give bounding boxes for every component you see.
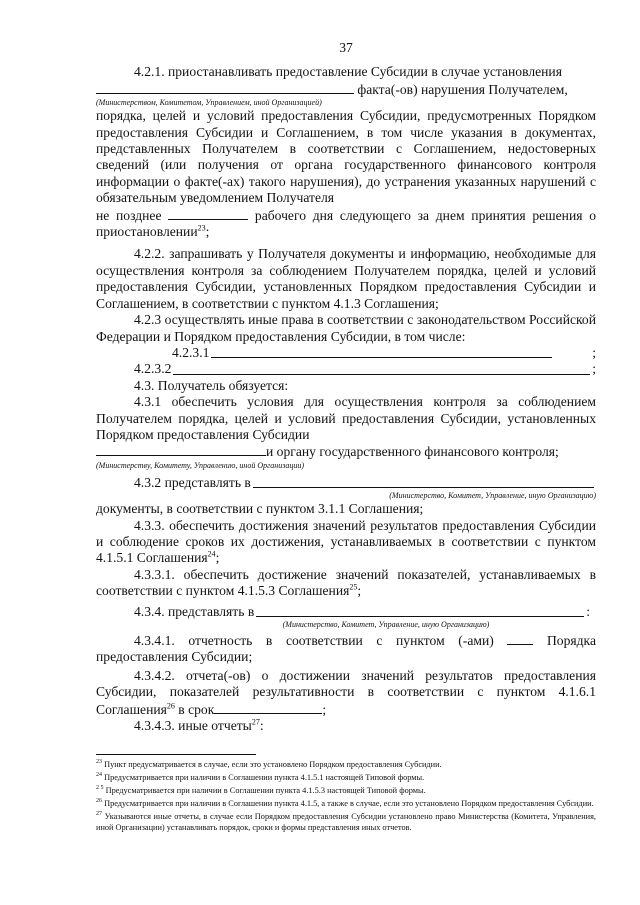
footnote-ref: 27 <box>251 717 260 727</box>
caption-org-instrumental: (Министерством, Комитетом, Управлением, иной Организацией) <box>96 98 322 108</box>
clause-4-3-1-end: и органу государственного финансового контроля; <box>96 443 596 460</box>
caption-org-dative: (Министерству, Комитету, Управлению, иной Организации) <box>96 460 304 470</box>
blank-line <box>211 345 552 358</box>
blank-line <box>507 632 533 645</box>
footnote-ref: 25 <box>349 582 358 592</box>
clause-4-2-1-body: порядка, целей и условий предоставления Субсидии, предусмотренных Порядком предоставления Субсидии и Соглашением, в том числе указания в документах, представленных Получателем в соответствии с Соглашением, недостоверных сведений (или получения от органа государственного финансового контроля информации о факте(-ах) такого нарушения), до устранения указанных нарушений с обязательным уведомлением Получателя <box>96 108 596 206</box>
blank-line <box>168 207 248 220</box>
footnote-ref: 26 <box>166 701 175 711</box>
footnote-number: 2 5 <box>96 785 104 792</box>
footnote-number: 26 <box>96 798 102 805</box>
footnote-item <box>96 785 596 796</box>
footnote-text: Указываются иные отчеты, в случае если Порядком предоставления Субсидии установлено право Министерства (Комитета, Управления, иной Организации) устанавливать порядок, сроки и формы представления иных отчетов. <box>96 812 596 833</box>
clause-4-2-3: 4.2.3 осуществлять иные права в соответствии с законодательством Российской Федерации и Порядком предоставления Субсидии, в том числе: <box>96 312 596 344</box>
footnote-text: Пункт предусматривается в случае, если это установлено Порядком предоставления Субсидии. <box>104 760 442 770</box>
footnote-item <box>96 772 596 783</box>
clause-4-3-3: 4.3.3. обеспечить достижения значений результатов предоставления Субсидии и соблюдение сроков их достижения, устанавливаемых в соответствии с пунктом 4.1.5.1 Соглашения$^{24}$; <box>96 517 596 566</box>
footnote-ref: 23 <box>197 223 206 233</box>
document-page <box>96 40 596 835</box>
footnote-text: Предусматривается при наличии в Соглашении пункта 4.1.5.1 настоящей Типовой формы. <box>104 773 425 783</box>
clause-4-2-3-2: 4.2.3.2 ; <box>134 361 596 377</box>
clause-4-2-1-heading: 4.2.1. приостанавливать предоставление Субсидии в случае установления <box>134 64 562 80</box>
footnote-text: Предусматривается при наличии в Соглашении пункта 4.1.5, а также в случае, если это установлено Порядком предоставления Субсидии. <box>104 799 594 809</box>
clause-4-2-1-fact-line: факта(-ов) нарушения Получателем, <box>96 81 596 98</box>
footnote-number: 27 <box>96 811 102 818</box>
clause-4-2-3-1: 4.2.3.1 ; <box>172 344 596 360</box>
clause-4-3-4: 4.3.4. представлять в : <box>134 603 590 619</box>
clause-4-2-1-deadline: не позднее рабочего дня следующего за днем принятия решения о приостановлении$^{23}$; <box>96 207 596 240</box>
blank-line <box>253 475 594 488</box>
footnote-item <box>96 811 596 833</box>
clause-4-3-2-end: документы, в соответствии с пунктом 3.1.1 Соглашения; <box>96 501 424 517</box>
footnote-item <box>96 798 596 809</box>
blank-line <box>96 81 354 94</box>
clause-4-3-3-1: 4.3.3.1. обеспечить достижение значений показателей, устанавливаемых в соответствии с пунктом 4.1.5.3 Соглашения$^{25}$; <box>96 566 596 599</box>
clause-4-3-2: 4.3.2 представлять в <box>96 475 596 491</box>
caption-org-accusative-2: (Министерство, Комитет, Управление, иную Организацию) <box>282 620 490 629</box>
footnote-item <box>96 759 596 770</box>
clause-4-3-1: 4.3.1 обеспечить условия для осуществления контроля за соблюдением Получателем порядка, целей и условий предоставления Субсидии, установленных Порядком предоставления Субсидии <box>96 394 596 442</box>
footnote-ref: 24 <box>207 549 216 559</box>
footnote-number: 23 <box>96 759 102 766</box>
clause-4-3: 4.3. Получатель обязуется: <box>134 377 289 393</box>
blank-line <box>214 701 322 714</box>
clause-4-3-4-3: 4.3.4.3. иные отчеты$^{27}$: <box>134 717 264 734</box>
footnote-separator <box>96 754 256 755</box>
clause-4-3-4-2: 4.3.4.2. отчета(-ов) о достижении значений результатов предоставления Субсидии, показателей результативности в соответствии с пунктом 4.1.6.1 Соглашения$^{26}$ в срок ; <box>96 667 596 717</box>
footnote-text: Предусматривается при наличии в Соглашении пункта 4.1.5.3 настоящей Типовой формы. <box>105 786 426 796</box>
footnote-number: 24 <box>96 772 102 779</box>
footnotes <box>96 759 596 833</box>
clause-4-2-2: 4.2.2. запрашивать у Получателя документы и информацию, необходимые для осуществления контроля за соблюдением Получателем порядка, целей и условий предоставления Субсидии, установленных Порядком предоставления Субсидии и Соглашением, в соответствии с пунктом 4.1.3 Соглашения; <box>96 246 596 311</box>
blank-line <box>96 443 266 456</box>
blank-line <box>256 604 584 617</box>
caption-org-accusative: (Министерство, Комитет, Управление, иную Организацию) <box>389 491 596 501</box>
clause-4-3-4-1: 4.3.4.1. отчетность в соответствии с пунктом (-ами) Порядка предоставления Субсидии; <box>96 633 596 665</box>
blank-line <box>173 362 590 375</box>
page-number: 37 <box>339 40 353 55</box>
